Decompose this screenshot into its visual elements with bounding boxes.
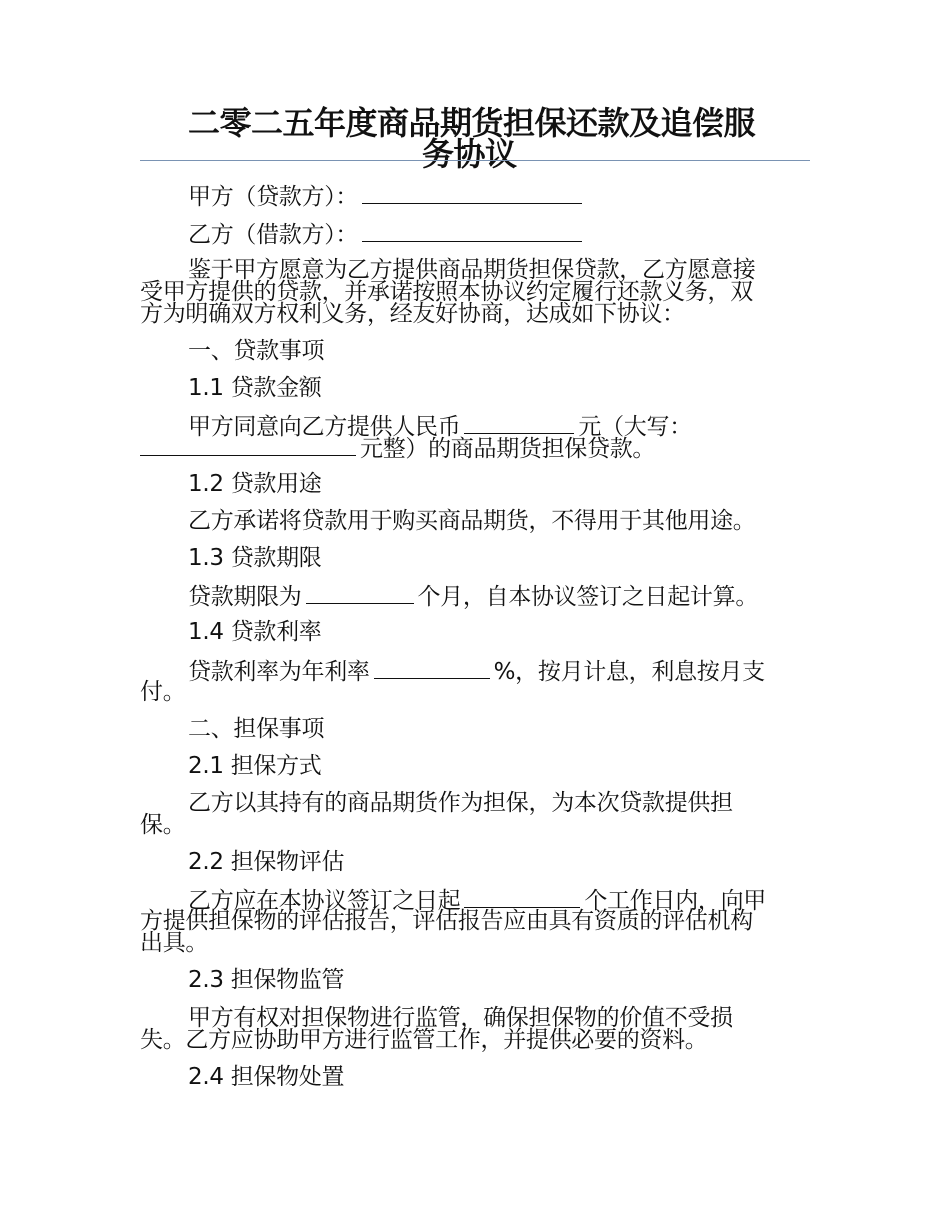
- rate-blank: [374, 658, 490, 679]
- days-blank: [464, 887, 580, 908]
- clause-2-4-heading: 2.4 担保物处置: [188, 1064, 345, 1090]
- recital-line-3: 方为明确双方权利义务，经友好协商，达成如下协议：: [140, 301, 685, 327]
- clause-2-3-heading: 2.3 担保物监管: [188, 967, 345, 993]
- clause-2-2-text-b: 个工作日内，向甲: [584, 888, 767, 914]
- clause-1-4-text-b: %，按月计息，利息按月支: [493, 659, 765, 685]
- clause-1-4-text-a: 贷款利率为年利率: [188, 659, 370, 685]
- clause-2-3-line-1: 甲方有权对担保物进行监管，确保担保物的价值不受损: [188, 1005, 733, 1031]
- party-b-blank: [362, 221, 582, 242]
- recital-line-2: 受甲方提供的贷款，并承诺按照本协议约定履行还款义务，双: [140, 279, 753, 305]
- party-a-label: 甲方（贷款方）：: [188, 184, 359, 210]
- party-b-label: 乙方（借款方）：: [188, 222, 359, 248]
- clause-2-2-heading: 2.2 担保物评估: [188, 849, 345, 875]
- clause-2-1-line-1: 乙方以其持有的商品期货作为担保，为本次贷款提供担: [188, 790, 733, 816]
- clause-1-3-text-b: 个月，自本协议签订之日起计算。: [417, 584, 759, 610]
- title-line-1: 二零二五年度商品期货担保还款及追偿服: [188, 104, 756, 142]
- amount-words-blank: [140, 435, 356, 456]
- term-blank: [306, 583, 414, 604]
- title-divider: [140, 160, 810, 161]
- clause-1-3-text: [188, 583, 758, 609]
- clause-2-2-text-a: 乙方应在本协议签订之日起: [188, 888, 461, 914]
- clause-1-1-text-a: 甲方同意向乙方提供人民币: [188, 414, 461, 440]
- clause-1-4-line-1: [188, 658, 765, 684]
- clause-2-1-line-2: 保。: [140, 812, 186, 838]
- clause-1-1-line-2: [140, 435, 655, 461]
- clause-2-2-line-3: 出具。: [140, 930, 209, 956]
- clause-2-2-line-2: 方提供担保物的评估报告，评估报告应由具有资质的评估机构: [140, 908, 753, 934]
- clause-1-4-line-2: 付。: [140, 679, 186, 705]
- clause-1-1-text-b: 元（大写：: [578, 414, 692, 440]
- party-a-line: [188, 183, 586, 209]
- recital-line-1: 鉴于甲方愿意为乙方提供商品期货担保贷款，乙方愿意接: [188, 257, 756, 283]
- clause-2-3-line-2: 失。乙方应协助甲方进行监管工作，并提供必要的资料。: [140, 1027, 708, 1053]
- clause-1-2-text: 乙方承诺将贷款用于购买商品期货，不得用于其他用途。: [188, 508, 756, 534]
- clause-1-1-heading: 1.1 贷款金额: [188, 375, 322, 401]
- party-b-line: [188, 221, 586, 247]
- party-a-blank: [362, 183, 582, 204]
- clause-1-3-heading: 1.3 贷款期限: [188, 545, 322, 571]
- clause-1-4-heading: 1.4 贷款利率: [188, 619, 322, 645]
- clause-1-1-text-c: 元整）的商品期货担保贷款。: [360, 436, 656, 462]
- amount-blank: [464, 413, 574, 434]
- title-line-2: 务协议: [422, 135, 517, 173]
- section-2-heading: 二、担保事项: [188, 716, 325, 742]
- clause-1-2-heading: 1.2 贷款用途: [188, 471, 322, 497]
- clause-1-3-text-a: 贷款期限为: [188, 584, 302, 610]
- clause-2-1-heading: 2.1 担保方式: [188, 753, 322, 779]
- section-1-heading: 一、贷款事项: [188, 338, 325, 364]
